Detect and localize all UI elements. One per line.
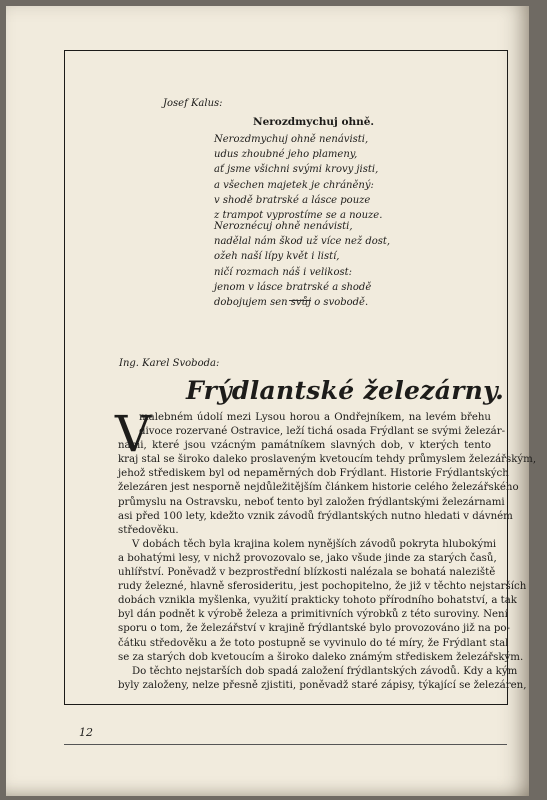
book-page (6, 6, 537, 796)
body-line: byly založeny, nelze přesně zjistiti, poněvadž staré zápisy, týkající se železáren, (118, 679, 527, 691)
poem-line: z trampot vyprostíme se a nouze. (214, 210, 383, 222)
article-title: Frýdlantské železárny. (186, 376, 505, 405)
body-line: byl dán podnět k výrobě železa a primitivních výrobků z této suroviny. Není (118, 609, 508, 621)
body-line: V dobách těch byla krajina kolem nynějších závodů pokryta hlubokými (132, 538, 497, 550)
body-line: průmyslu na Ostravsku, neboť tento byl založen frýdlantskými železárnami (118, 496, 505, 508)
poem-line: udus zhoubné jeho plameny, (214, 149, 358, 161)
poem-line: Neroznécuj ohně nenávisti, (214, 221, 353, 232)
body-line: malebném údolí mezi Lysou horou a Ondřejníkem, na levém břehu (139, 412, 491, 423)
page-number: 12 (79, 726, 93, 739)
body-line: asi před 100 lety, kdežto vznik závodů frýdlantských nutno hledati v dávném (118, 510, 513, 522)
body-line: železáren jest nesporně nejdůležitějším článkem historie celého železářského (118, 482, 519, 494)
poem-line: dobojujem sen svůj o svobodě. (214, 297, 369, 309)
article-author: Ing. Karel Svoboda: (119, 358, 220, 369)
poem-stanza-1 (214, 132, 382, 223)
poem-line: Nerozdmychuj ohně nenávisti, (214, 134, 369, 145)
body-line: a bohatými lesy, v nichž provozovalo se, jako všude jinde za starých časů, (118, 552, 497, 564)
poem-line: ožeh naší lípy květ i listí, (214, 251, 340, 263)
poem-line: ničí rozmach náš i velikost: (214, 266, 353, 278)
drop-cap: V (115, 405, 152, 463)
body-line: kraj stal se široko daleko proslaveným kvetoucím tehdy průmyslem železářským, (118, 454, 537, 466)
footer-rule (64, 744, 507, 745)
body-line: dobách vznikla myšlenka, využití prakticky tohoto přírodního bohatství, a tak (118, 595, 517, 607)
poem-line: ať jsme všichni svými krovy jisti, (214, 164, 379, 176)
body-line: uhlířství. Poněvadž v bezprostřední blízkosti nalézala se bohatá naleziště (118, 567, 496, 579)
poem-stanza-2 (214, 219, 390, 310)
body-line: Do těchto nejstarších dob spadá založení frýdlantských závodů. Kdy a kým (132, 665, 518, 677)
body-line: jehož střediskem byl od nepaměrných dob Frýdlant. Historie Frýdlantských (118, 468, 509, 480)
body-line: divoce rozervané Ostravice, leží tichá osada Frýdlant se svými železár- (139, 426, 506, 438)
body-line: rudy železné, hlavně sferosideritu, jest pochopitelno, že již v těchto nejstarších (118, 581, 527, 593)
poem-line: a všechen majetek je chráněný: (214, 179, 374, 191)
article-body (118, 411, 537, 693)
body-line: středověku. (118, 524, 179, 536)
poem-line: nadělal nám škod už více než dost, (214, 236, 391, 248)
poem-end-rule (289, 300, 311, 301)
poem-line: jenom v lásce bratrské a shodě (214, 281, 372, 293)
body-line: se za starých dob kvetoucím a široko daleko známým střediskem železářským. (118, 651, 524, 663)
poem-title: Nerozdmychuj ohně. (253, 116, 375, 128)
poem-author: Josef Kalus: (163, 98, 223, 109)
body-line: čátku středověku a že toto postupně se vyvinulo do té míry, že Frýdlant stal (118, 637, 509, 649)
body-line: nami, které jsou vzácným památníkem slavných dob, v kterých tento (118, 440, 491, 452)
poem-line: v shodě bratrské a lásce pouze (214, 194, 371, 206)
body-line: sporu o tom, že železářství v krajině frýdlantské bylo provozováno již na po- (118, 623, 510, 635)
